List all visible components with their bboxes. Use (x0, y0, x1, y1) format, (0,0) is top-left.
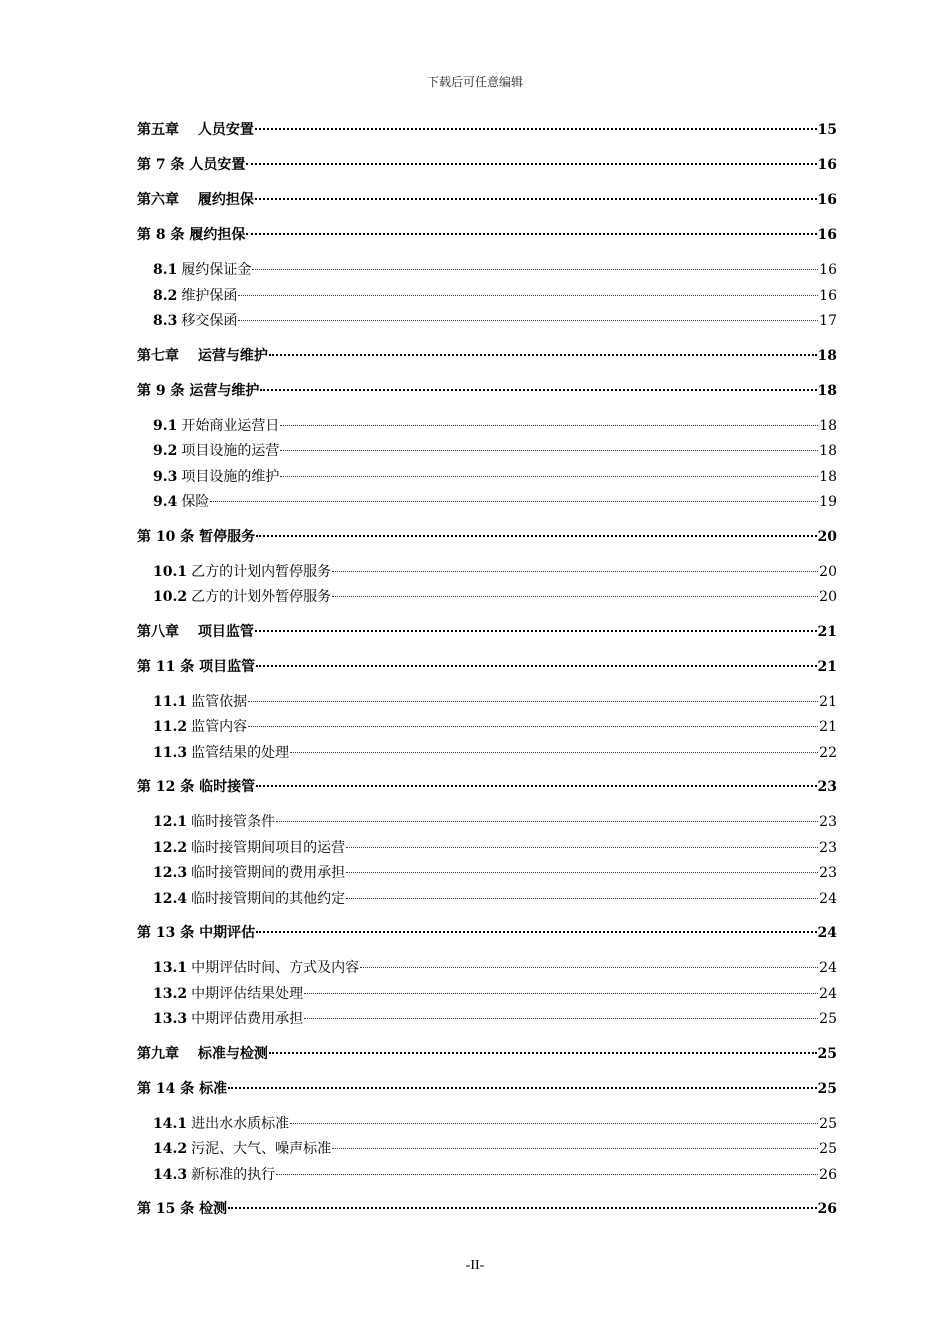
toc-entry-number: 9.1 (153, 417, 178, 434)
dot-leader (332, 571, 818, 572)
dot-leader (255, 128, 817, 130)
toc-entry-page-number: 16 (819, 287, 837, 304)
dot-leader (346, 847, 818, 848)
dot-leader (332, 1148, 818, 1149)
toc-subsection-entry[interactable] (137, 585, 837, 611)
toc-entry-page-number: 18 (819, 468, 837, 485)
toc-heading-entry[interactable] (137, 188, 837, 223)
toc-entry-title: 第七章 运营与维护 (137, 347, 268, 364)
toc-entry-page-number: 26 (817, 1201, 837, 1217)
toc-entry-title: 污泥、大气、噪声标准 (191, 1141, 332, 1157)
toc-heading-entry[interactable] (137, 1042, 837, 1077)
toc-heading-entry[interactable] (137, 344, 837, 379)
toc-entry-title: 第 10 条 暂停服务 (137, 528, 256, 545)
toc-entry-number: 13.1 (153, 960, 188, 976)
toc-subsection-entry[interactable] (137, 715, 837, 741)
toc-entry-number: 14.2 (153, 1141, 188, 1157)
dot-leader (346, 898, 818, 899)
toc-entry-title: 履约保证金 (181, 262, 252, 278)
toc-entry-title: 第九章 标准与检测 (137, 1045, 268, 1062)
toc-entry-title: 第 9 条 运营与维护 (137, 382, 260, 399)
toc-heading-entry[interactable] (137, 379, 837, 414)
toc-entry-page-number: 24 (819, 960, 837, 976)
toc-subsection-entry[interactable] (137, 560, 837, 586)
toc-subsection-entry[interactable] (137, 690, 837, 716)
toc-entry-page-number: 23 (819, 865, 837, 881)
toc-entry-title: 保险 (181, 494, 210, 510)
toc-entry-number: 13.3 (153, 1011, 188, 1027)
dot-leader (256, 931, 816, 933)
dot-leader (248, 701, 818, 702)
dot-leader (260, 389, 816, 391)
toc-heading-entry[interactable] (137, 153, 837, 188)
toc-entry-title: 第 15 条 检测 (137, 1201, 228, 1217)
dot-leader (290, 752, 818, 753)
toc-entry-title: 维护保函 (181, 287, 238, 304)
toc-entry-page-number: 21 (819, 719, 837, 735)
dot-leader (252, 269, 818, 270)
dot-leader (304, 993, 818, 994)
toc-entry-page-number: 15 (817, 122, 837, 138)
toc-entry-page-number: 19 (819, 494, 837, 510)
toc-entry-page-number: 18 (819, 417, 837, 434)
toc-entry-page-number: 21 (817, 658, 837, 675)
toc-entry-number: 8.3 (153, 313, 178, 329)
toc-entry-title: 第 8 条 履约担保 (137, 227, 246, 243)
toc-subsection-entry[interactable] (137, 490, 837, 516)
dot-leader (332, 596, 818, 597)
toc-entry-number: 12.2 (153, 839, 188, 856)
toc-heading-entry[interactable] (137, 775, 837, 810)
toc-subsection-entry[interactable] (137, 1137, 837, 1163)
toc-entry-title: 监管内容 (191, 719, 248, 735)
toc-entry-page-number: 24 (819, 890, 837, 907)
toc-entry-title: 乙方的计划外暂停服务 (191, 589, 332, 605)
toc-entry-title: 第 13 条 中期评估 (137, 925, 256, 941)
toc-entry-title: 临时接管期间的其他约定 (191, 890, 346, 907)
toc-subsection-entry[interactable] (137, 836, 837, 862)
toc-entry-title: 第 11 条 项目监管 (137, 658, 256, 675)
toc-entry-title: 临时接管期间项目的运营 (191, 839, 346, 856)
toc-subsection-entry[interactable] (137, 887, 837, 913)
dot-leader (276, 1174, 818, 1175)
toc-subsection-entry[interactable] (137, 284, 837, 310)
page-number: -II- (465, 1258, 485, 1273)
toc-entry-number: 14.1 (153, 1115, 188, 1132)
toc-heading-entry[interactable] (137, 620, 837, 655)
toc-entry-title: 移交保函 (181, 313, 238, 329)
toc-entry-page-number: 20 (819, 589, 837, 605)
dot-leader (269, 1052, 817, 1054)
toc-heading-entry[interactable] (137, 525, 837, 560)
toc-entry-title: 中期评估结果处理 (191, 985, 304, 1002)
toc-entry-page-number: 20 (817, 528, 837, 545)
toc-entry-number: 8.2 (153, 287, 178, 304)
toc-entry-page-number: 26 (819, 1166, 837, 1183)
toc-entry-number: 10.2 (153, 589, 188, 605)
toc-heading-entry[interactable] (137, 655, 837, 690)
toc-entry-number: 10.1 (153, 563, 188, 580)
dot-leader (256, 785, 816, 787)
toc-entry-title: 监管依据 (191, 693, 248, 710)
toc-entry-page-number: 21 (819, 693, 837, 710)
dot-leader (290, 1123, 818, 1124)
toc-entry-page-number: 18 (819, 443, 837, 459)
toc-entry-number: 14.3 (153, 1166, 188, 1183)
toc-entry-title: 第 14 条 标准 (137, 1080, 228, 1097)
toc-subsection-entry[interactable] (137, 414, 837, 440)
toc-subsection-entry[interactable] (137, 439, 837, 465)
toc-entry-title: 开始商业运营日 (181, 417, 280, 434)
toc-entry-title: 第六章 履约担保 (137, 192, 254, 208)
toc-entry-page-number: 16 (819, 262, 837, 278)
toc-entry-title: 中期评估费用承担 (191, 1011, 304, 1027)
toc-heading-entry[interactable] (137, 921, 837, 956)
toc-entry-page-number: 23 (819, 814, 837, 830)
toc-entry-page-number: 18 (817, 347, 837, 364)
toc-entry-page-number: 22 (819, 744, 837, 761)
toc-entry-number: 11.2 (153, 719, 188, 735)
dot-leader (280, 476, 818, 477)
dot-leader (246, 163, 816, 165)
toc-entry-page-number: 23 (819, 839, 837, 856)
toc-entry-title: 第五章 人员安置 (137, 122, 254, 138)
dot-leader (256, 535, 816, 537)
toc-entry-title: 第 7 条 人员安置 (137, 157, 246, 173)
toc-entry-title: 监管结果的处理 (191, 744, 290, 761)
dot-leader (255, 630, 817, 632)
toc-entry-page-number: 16 (817, 192, 837, 208)
toc-subsection-entry[interactable] (137, 309, 837, 335)
toc-entry-title: 临时接管期间的费用承担 (191, 865, 346, 881)
toc-subsection-entry[interactable] (137, 465, 837, 491)
dot-leader (248, 726, 818, 727)
dot-leader (238, 295, 818, 296)
page-header: 下载后可任意编辑 (426, 75, 523, 89)
toc-entry-number: 12.4 (153, 890, 188, 907)
dot-leader (228, 1087, 816, 1089)
toc-entry-page-number: 21 (817, 623, 837, 640)
toc-entry-number: 9.4 (153, 494, 178, 510)
dot-leader (238, 320, 818, 321)
toc-entry-number: 12.3 (153, 865, 188, 881)
toc-entry-title: 新标准的执行 (191, 1166, 276, 1183)
toc-subsection-entry[interactable] (137, 982, 837, 1008)
toc-entry-number: 9.2 (153, 443, 178, 459)
toc-subsection-entry[interactable] (137, 956, 837, 982)
dot-leader (228, 1207, 816, 1209)
dot-leader (304, 1018, 818, 1019)
toc-heading-entry[interactable] (137, 223, 837, 258)
toc-entry-page-number: 24 (819, 985, 837, 1002)
toc-entry-title: 临时接管条件 (191, 814, 276, 830)
toc-entry-number: 11.1 (153, 693, 188, 710)
toc-entry-page-number: 16 (817, 157, 837, 173)
toc-entry-title: 项目设施的运营 (181, 443, 280, 459)
toc-subsection-entry[interactable] (137, 1112, 837, 1138)
dot-leader (269, 354, 817, 356)
toc-entry-number: 12.1 (153, 814, 188, 830)
toc-entry-page-number: 25 (819, 1011, 837, 1027)
toc-entry-page-number: 20 (819, 563, 837, 580)
toc-entry-title: 乙方的计划内暂停服务 (191, 563, 332, 580)
toc-entry-title: 中期评估时间、方式及内容 (191, 960, 360, 976)
toc-subsection-entry[interactable] (137, 1163, 837, 1189)
toc-entry-title: 第八章 项目监管 (137, 623, 254, 640)
toc-subsection-entry[interactable] (137, 741, 837, 767)
toc-entry-number: 11.3 (153, 744, 188, 761)
toc-entry-title: 第 12 条 临时接管 (137, 779, 256, 795)
toc-entry-page-number: 18 (817, 382, 837, 399)
toc-entry-page-number: 17 (819, 313, 837, 329)
dot-leader (280, 425, 818, 426)
toc-entry-number: 13.2 (153, 985, 188, 1002)
dot-leader (346, 872, 818, 873)
toc-heading-entry[interactable] (137, 1077, 837, 1112)
toc-entry-title: 进出水水质标准 (191, 1115, 290, 1132)
toc-entry-page-number: 25 (817, 1080, 837, 1097)
toc-entry-page-number: 25 (819, 1141, 837, 1157)
toc-subsection-entry[interactable] (137, 1007, 837, 1033)
dot-leader (276, 821, 818, 822)
toc-entry-number: 8.1 (153, 262, 178, 278)
table-of-contents (137, 118, 837, 1232)
dot-leader (256, 665, 816, 667)
toc-heading-entry[interactable] (137, 118, 837, 153)
dot-leader (246, 233, 816, 235)
toc-entry-page-number: 23 (817, 779, 837, 795)
dot-leader (360, 967, 818, 968)
toc-subsection-entry[interactable] (137, 810, 837, 836)
toc-heading-entry[interactable] (137, 1197, 837, 1232)
toc-subsection-entry[interactable] (137, 861, 837, 887)
toc-entry-number: 9.3 (153, 468, 178, 485)
dot-leader (210, 501, 818, 502)
toc-entry-page-number: 25 (819, 1115, 837, 1132)
toc-entry-page-number: 24 (817, 925, 837, 941)
toc-entry-title: 项目设施的维护 (181, 468, 280, 485)
dot-leader (255, 198, 817, 200)
toc-entry-page-number: 16 (817, 227, 837, 243)
toc-entry-page-number: 25 (817, 1045, 837, 1062)
toc-subsection-entry[interactable] (137, 258, 837, 284)
dot-leader (280, 450, 818, 451)
